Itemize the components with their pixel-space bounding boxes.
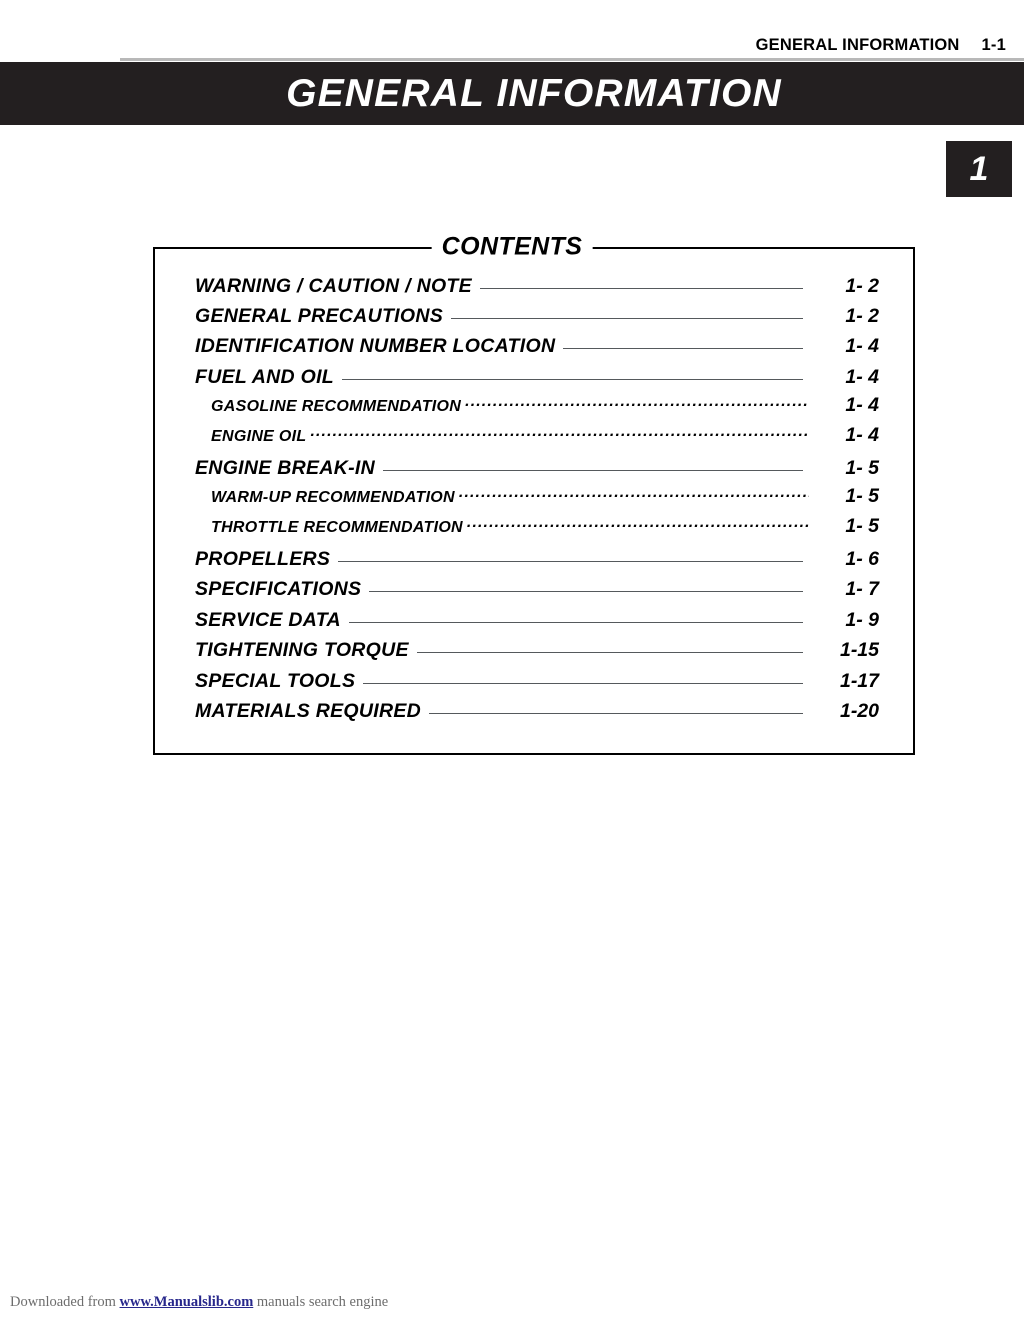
toc-entry-label: ENGINE BREAK-IN: [195, 456, 376, 479]
toc-entry[interactable]: [195, 424, 879, 454]
toc-leader: [472, 272, 809, 292]
toc-leader: [409, 637, 809, 657]
toc-entry-label: IDENTIFICATION NUMBER LOCATION: [195, 335, 556, 358]
toc-leader: [463, 516, 809, 532]
toc-entry[interactable]: [195, 302, 879, 332]
footer-suffix: manuals search engine: [253, 1294, 389, 1310]
toc-entry[interactable]: [195, 697, 879, 727]
toc-leader: [361, 576, 809, 596]
toc-entry[interactable]: [195, 637, 879, 667]
running-head-section: GENERAL INFORMATION: [755, 36, 960, 54]
toc-leader: [306, 425, 809, 441]
toc-entry-page: 1- 4: [845, 365, 879, 388]
toc-entry[interactable]: [195, 394, 879, 424]
chapter-tab-number: 1: [969, 150, 989, 188]
toc-leader: [355, 667, 809, 687]
toc-entry-page: 1- 2: [845, 274, 879, 297]
toc-entry[interactable]: [195, 272, 879, 302]
toc-entry-page: 1- 4: [845, 335, 879, 358]
toc-entry[interactable]: [195, 454, 879, 484]
toc-entry-page: 1- 2: [845, 304, 879, 327]
table-of-contents: [153, 272, 915, 728]
toc-leader: [375, 454, 809, 474]
title-banner: [0, 62, 1024, 125]
toc-entry-label: MATERIALS REQUIRED: [195, 699, 422, 722]
toc-entry[interactable]: [195, 333, 879, 363]
toc-entry-label: GENERAL PRECAUTIONS: [195, 304, 444, 327]
chapter-tab: [946, 141, 1012, 197]
toc-entry[interactable]: [195, 546, 879, 576]
toc-leader: [461, 395, 809, 411]
toc-entry-label: SPECIFICATIONS: [195, 578, 362, 601]
toc-entry-page: 1-20: [839, 699, 879, 722]
toc-leader: [341, 606, 809, 626]
toc-entry-page: 1- 7: [845, 578, 879, 601]
toc-entry[interactable]: [195, 485, 879, 515]
toc-entry[interactable]: [195, 606, 879, 636]
toc-entry[interactable]: [195, 576, 879, 606]
footer-prefix: Downloaded from: [10, 1294, 120, 1310]
toc-entry-page: 1- 4: [845, 423, 879, 446]
toc-entry-page: 1- 5: [845, 484, 879, 507]
footer: [10, 1294, 388, 1311]
toc-entry-page: 1- 5: [845, 515, 879, 538]
manualslib-link[interactable]: www.Manualslib.com: [119, 1294, 254, 1310]
toc-entry-label: TIGHTENING TORQUE: [195, 639, 409, 662]
toc-entry-label: WARM-UP RECOMMENDATION: [211, 488, 455, 506]
toc-entry[interactable]: [195, 667, 879, 697]
header-rule: [120, 58, 1024, 61]
toc-entry[interactable]: [195, 515, 879, 545]
running-head-page-number: 1-1: [981, 36, 1006, 54]
toc-entry-page: 1- 5: [845, 456, 879, 479]
toc-entry-label: WARNING / CAUTION / NOTE: [195, 274, 472, 297]
toc-leader: [334, 363, 809, 383]
toc-entry-label: FUEL AND OIL: [195, 365, 335, 388]
running-head: [756, 36, 1006, 55]
toc-entry-label: SPECIAL TOOLS: [195, 669, 356, 692]
toc-leader: [555, 333, 809, 353]
toc-entry-label: THROTTLE RECOMMENDATION: [211, 519, 463, 537]
toc-entry-page: 1-17: [839, 669, 879, 692]
contents-legend: CONTENTS: [432, 233, 593, 262]
toc-leader: [421, 697, 809, 717]
toc-entry-label: ENGINE OIL: [211, 427, 307, 445]
toc-entry-label: SERVICE DATA: [195, 608, 341, 631]
toc-entry-label: GASOLINE RECOMMENDATION: [211, 397, 462, 415]
toc-entry[interactable]: [195, 363, 879, 393]
toc-leader: [443, 302, 809, 322]
page-title: GENERAL INFORMATION: [286, 71, 782, 115]
toc-leader: [455, 486, 809, 502]
toc-leader: [330, 546, 809, 566]
toc-entry-page: 1- 9: [845, 608, 879, 631]
toc-entry-label: PROPELLERS: [195, 548, 331, 571]
toc-entry-page: 1-15: [839, 639, 879, 662]
toc-entry-page: 1- 4: [845, 393, 879, 416]
toc-entry-page: 1- 6: [845, 548, 879, 571]
